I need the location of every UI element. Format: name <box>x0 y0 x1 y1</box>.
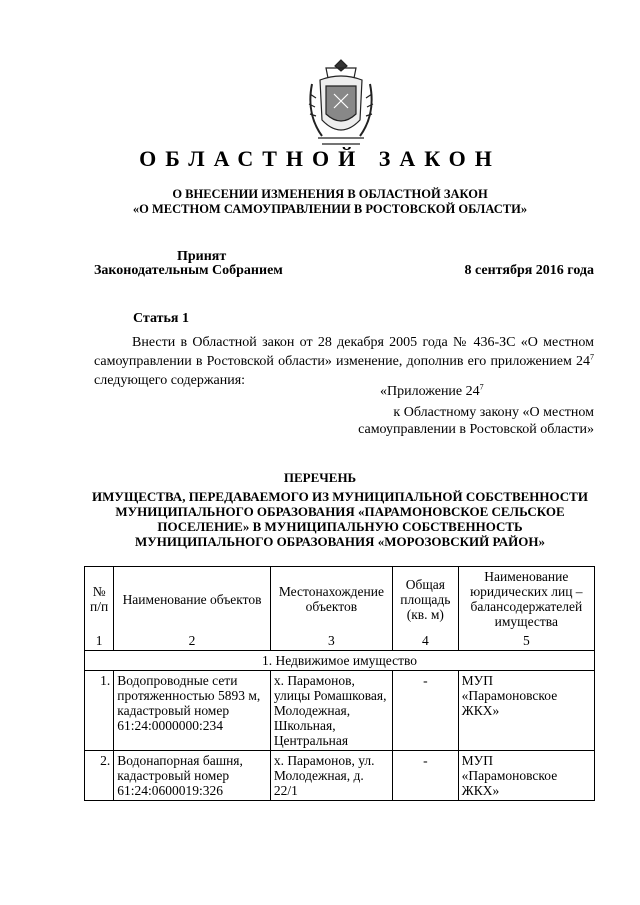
section-title: 1. Недвижимое имущество <box>85 651 595 671</box>
article-text-main: Внести в Областной закон от 28 декабря 2005 года № 436-ЗС «О местном самоуправлении в Ростовской области» изменение, дополнив его приложением 24 <box>94 335 594 369</box>
row-location: х. Парамонов, ул. Молодежная, д. 22/1 <box>270 751 392 801</box>
row-num: 2. <box>85 751 114 801</box>
list-subtitle-line: МУНИЦИПАЛЬНОГО ОБРАЗОВАНИЯ «ПАРАМОНОВСКОЕ СЕЛЬСКОЕ <box>115 504 565 519</box>
coat-of-arms-icon <box>304 54 378 152</box>
list-subtitle-line: ПОСЕЛЕНИЕ» В МУНИЦИПАЛЬНУЮ СОБСТВЕННОСТЬ <box>157 519 523 534</box>
adopted-label: Принят <box>177 249 227 264</box>
annex-reference-line: самоуправлении в Ростовской области» <box>358 422 594 437</box>
subtitle-line: О ВНЕСЕНИИ ИЗМЕНЕНИЯ В ОБЛАСТНОЙ ЗАКОН <box>172 187 488 201</box>
row-holder: МУП «Парамоновское ЖКХ» <box>458 671 594 751</box>
annex-label-sup: 7 <box>479 382 484 392</box>
article-text-tail: следующего содержания: <box>94 373 246 388</box>
property-table <box>84 566 595 801</box>
article-heading: Статья 1 <box>133 311 189 326</box>
document-title: ОБЛАСТНОЙ ЗАКОН <box>139 146 501 171</box>
list-subtitle-line: ИМУЩЕСТВА, ПЕРЕДАВАЕМОГО ИЗ МУНИЦИПАЛЬНОЙ СОБСТВЕННОСТИ <box>92 489 588 504</box>
row-holder: МУП «Парамоновское ЖКХ» <box>458 751 594 801</box>
list-subtitle <box>70 489 610 549</box>
header-name: Наименование объектов <box>114 567 271 632</box>
table-number-row <box>85 631 595 651</box>
column-number: 2 <box>114 631 271 651</box>
column-number: 5 <box>458 631 594 651</box>
article-text-sup: 7 <box>590 352 594 362</box>
list-subtitle-line: МУНИЦИПАЛЬНОГО ОБРАЗОВАНИЯ «МОРОЗОВСКИЙ РАЙОН» <box>135 534 545 549</box>
row-name: Водонапорная башня, кадастровый номер 61:24:0600019:326 <box>114 751 271 801</box>
row-num: 1. <box>85 671 114 751</box>
row-area: - <box>393 751 459 801</box>
annex-label-text: «Приложение 24 <box>380 384 480 399</box>
header-area: Общая площадь (кв. м) <box>393 567 459 632</box>
table-section-row <box>85 651 595 671</box>
column-number: 3 <box>270 631 392 651</box>
adoption-date: 8 сентября 2016 года <box>464 263 594 278</box>
annex-reference <box>330 404 594 438</box>
row-location: х. Парамонов, улицы Ромашковая, Молодежная, Школьная, Центральная <box>270 671 392 751</box>
annex-reference-line: к Областному закону «О местном <box>393 405 594 420</box>
adopted-by: Законодательным Собранием <box>94 263 283 278</box>
table-header-row <box>85 567 595 632</box>
annex-label <box>380 384 484 400</box>
header-holder: Наименование юридических лиц – балансодержателей имущества <box>458 567 594 632</box>
document-subtitle <box>60 187 600 217</box>
table-row <box>85 751 595 801</box>
header-location: Местонахождение объектов <box>270 567 392 632</box>
row-area: - <box>393 671 459 751</box>
header-num: № п/п <box>85 567 114 632</box>
column-number: 4 <box>393 631 459 651</box>
subtitle-line: «О МЕСТНОМ САМОУПРАВЛЕНИИ В РОСТОВСКОЙ ОБЛАСТИ» <box>132 202 528 216</box>
column-number: 1 <box>85 631 114 651</box>
list-title: ПЕРЕЧЕНЬ <box>283 470 357 485</box>
row-name: Водопроводные сети протяженностью 5893 м, кадастровый номер 61:24:0000000:234 <box>114 671 271 751</box>
article-text <box>94 333 594 390</box>
table-row <box>85 671 595 751</box>
